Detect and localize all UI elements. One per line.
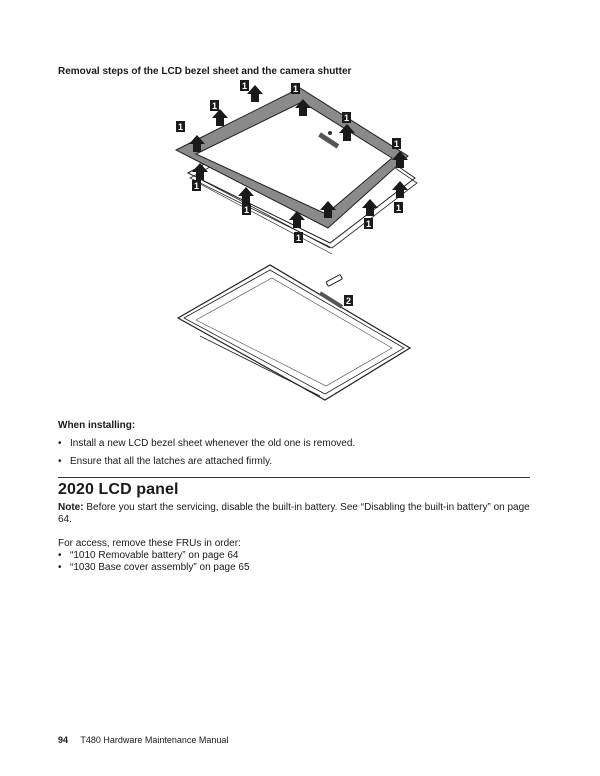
page-footer	[58, 735, 228, 745]
svg-text:1: 1	[177, 122, 184, 132]
section-divider	[58, 477, 530, 478]
list-item: • Ensure that all the latches are attached firmly.	[58, 455, 538, 468]
fru-link[interactable]: • “1010 Removable battery” on page 64	[58, 550, 250, 562]
bezel-removal-figure	[160, 78, 430, 408]
svg-text:1: 1	[243, 205, 250, 215]
fru-list	[58, 550, 250, 574]
svg-text:1: 1	[193, 181, 200, 191]
step-1-badge	[242, 204, 251, 215]
svg-text:1: 1	[292, 84, 299, 94]
display-frame-drawing	[178, 265, 410, 400]
svg-text:1: 1	[395, 203, 402, 213]
figure-title: Removal steps of the LCD bezel sheet and the camera shutter	[58, 66, 352, 77]
step-1-badge	[291, 83, 300, 94]
when-installing-title: When installing:	[58, 420, 136, 431]
step-1-badge	[240, 80, 249, 91]
svg-text:2: 2	[345, 296, 352, 306]
section-title: 2020 LCD panel	[58, 481, 179, 498]
bezel-sheet-drawing	[176, 80, 417, 254]
step-1-badge	[392, 138, 401, 149]
step-1-badge	[364, 218, 373, 229]
step-1-badge	[210, 100, 219, 111]
svg-text:1: 1	[295, 233, 302, 243]
note-text[interactable]: Before you start the servicing, disable the built-in battery. See “Disabling the built-in battery” on page 64.	[58, 502, 530, 525]
list-item: • Install a new LCD bezel sheet whenever the old one is removed.	[58, 437, 538, 450]
step-1-badge	[176, 121, 185, 132]
installing-bullets	[58, 437, 538, 473]
page-number: 94	[58, 735, 69, 745]
svg-text:1: 1	[343, 113, 350, 123]
note-label: Note:	[58, 502, 84, 513]
access-text: For access, remove these FRUs in order:	[58, 538, 241, 549]
svg-text:1: 1	[241, 81, 248, 91]
svg-text:1: 1	[393, 139, 400, 149]
fru-link[interactable]: • “1030 Base cover assembly” on page 65	[58, 562, 250, 574]
step-1-badge	[342, 112, 351, 123]
manual-title: T480 Hardware Maintenance Manual	[80, 735, 229, 745]
svg-text:1: 1	[365, 219, 372, 229]
svg-text:1: 1	[211, 101, 218, 111]
step-1-badge	[394, 202, 403, 213]
step-2-badge	[344, 295, 353, 306]
step-1-badge	[192, 180, 201, 191]
step-1-badge	[294, 232, 303, 243]
note-paragraph	[58, 502, 536, 526]
